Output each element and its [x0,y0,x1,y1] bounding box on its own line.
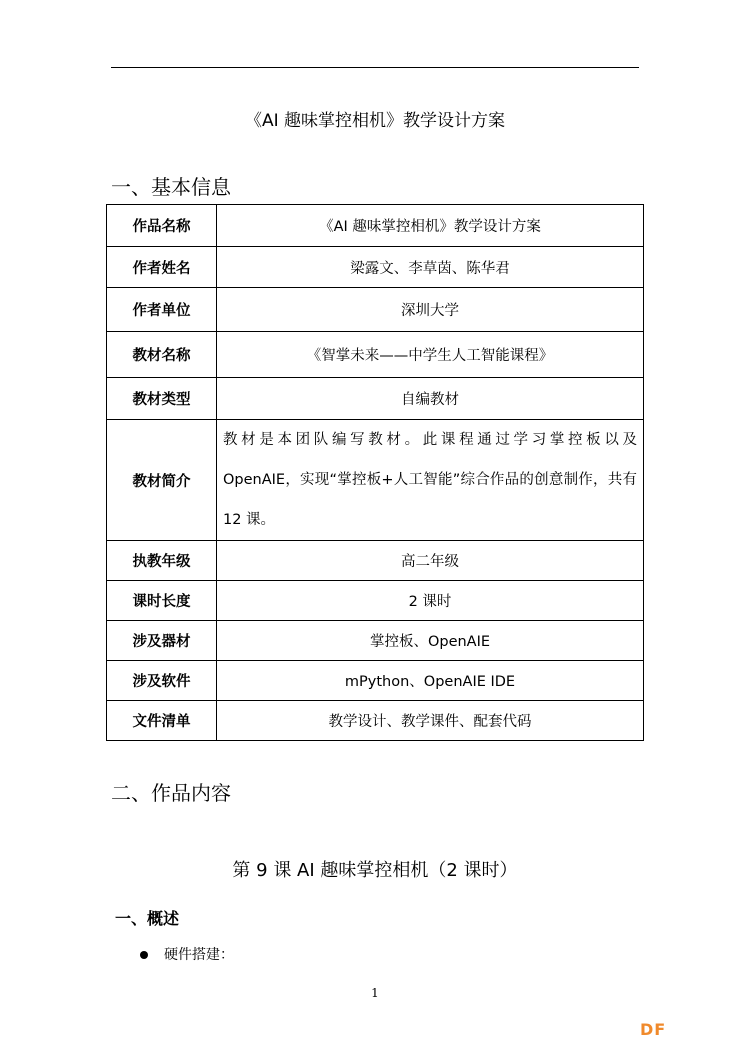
document-title: 《AI 趣味掌控相机》教学设计方案 [244,111,506,131]
row-value: 掌控板、OpenAIE [217,621,644,661]
header-rule [111,67,639,68]
page-number: 1 [371,986,379,1000]
row-value: 2 课时 [217,581,644,621]
row-value: mPython、OpenAIE IDE [217,661,644,701]
row-value: 自编教材 [217,378,644,420]
table-row [107,420,644,541]
row-label: 涉及器材 [107,621,217,661]
table-row [107,378,644,420]
row-label: 执教年级 [107,541,217,581]
row-label: 作品名称 [107,205,217,247]
row-value: 深圳大学 [217,288,644,332]
row-value: 教材是本团队编写教材。此课程通过学习掌控板以及 OpenAIE，实现“掌控板+人工智能”综合作品的创意制作，共有 12 课。 [217,420,644,541]
row-label: 教材类型 [107,378,217,420]
info-table [106,204,644,741]
lesson-title: 第 9 课 AI 趣味掌控相机（2 课时） [232,860,518,881]
table-row [107,581,644,621]
df-logo: DF [640,1020,667,1039]
section-heading-work-content: 二、作品内容 [111,781,231,805]
row-value: 《智掌未来——中学生人工智能课程》 [217,332,644,378]
table-row [107,701,644,741]
row-label: 作者单位 [107,288,217,332]
row-label: 作者姓名 [107,247,217,288]
list-item [140,944,234,964]
table-row [107,661,644,701]
list-item-text: 硬件搭建： [164,947,234,963]
row-value: 梁露文、李草茵、陈华君 [217,247,644,288]
section-heading-basic-info: 一、基本信息 [111,175,231,199]
row-label: 教材简介 [107,420,217,541]
table-row [107,621,644,661]
row-value: 《AI 趣味掌控相机》教学设计方案 [217,205,644,247]
table-row [107,541,644,581]
table-row [107,247,644,288]
row-label: 涉及软件 [107,661,217,701]
row-value: 教学设计、教学课件、配套代码 [217,701,644,741]
row-label: 课时长度 [107,581,217,621]
table-row [107,288,644,332]
row-label: 教材名称 [107,332,217,378]
overview-heading: 一、概述 [115,909,180,928]
table-row [107,332,644,378]
bullet-icon [140,951,148,959]
row-value: 高二年级 [217,541,644,581]
row-label: 文件清单 [107,701,217,741]
table-row [107,205,644,247]
